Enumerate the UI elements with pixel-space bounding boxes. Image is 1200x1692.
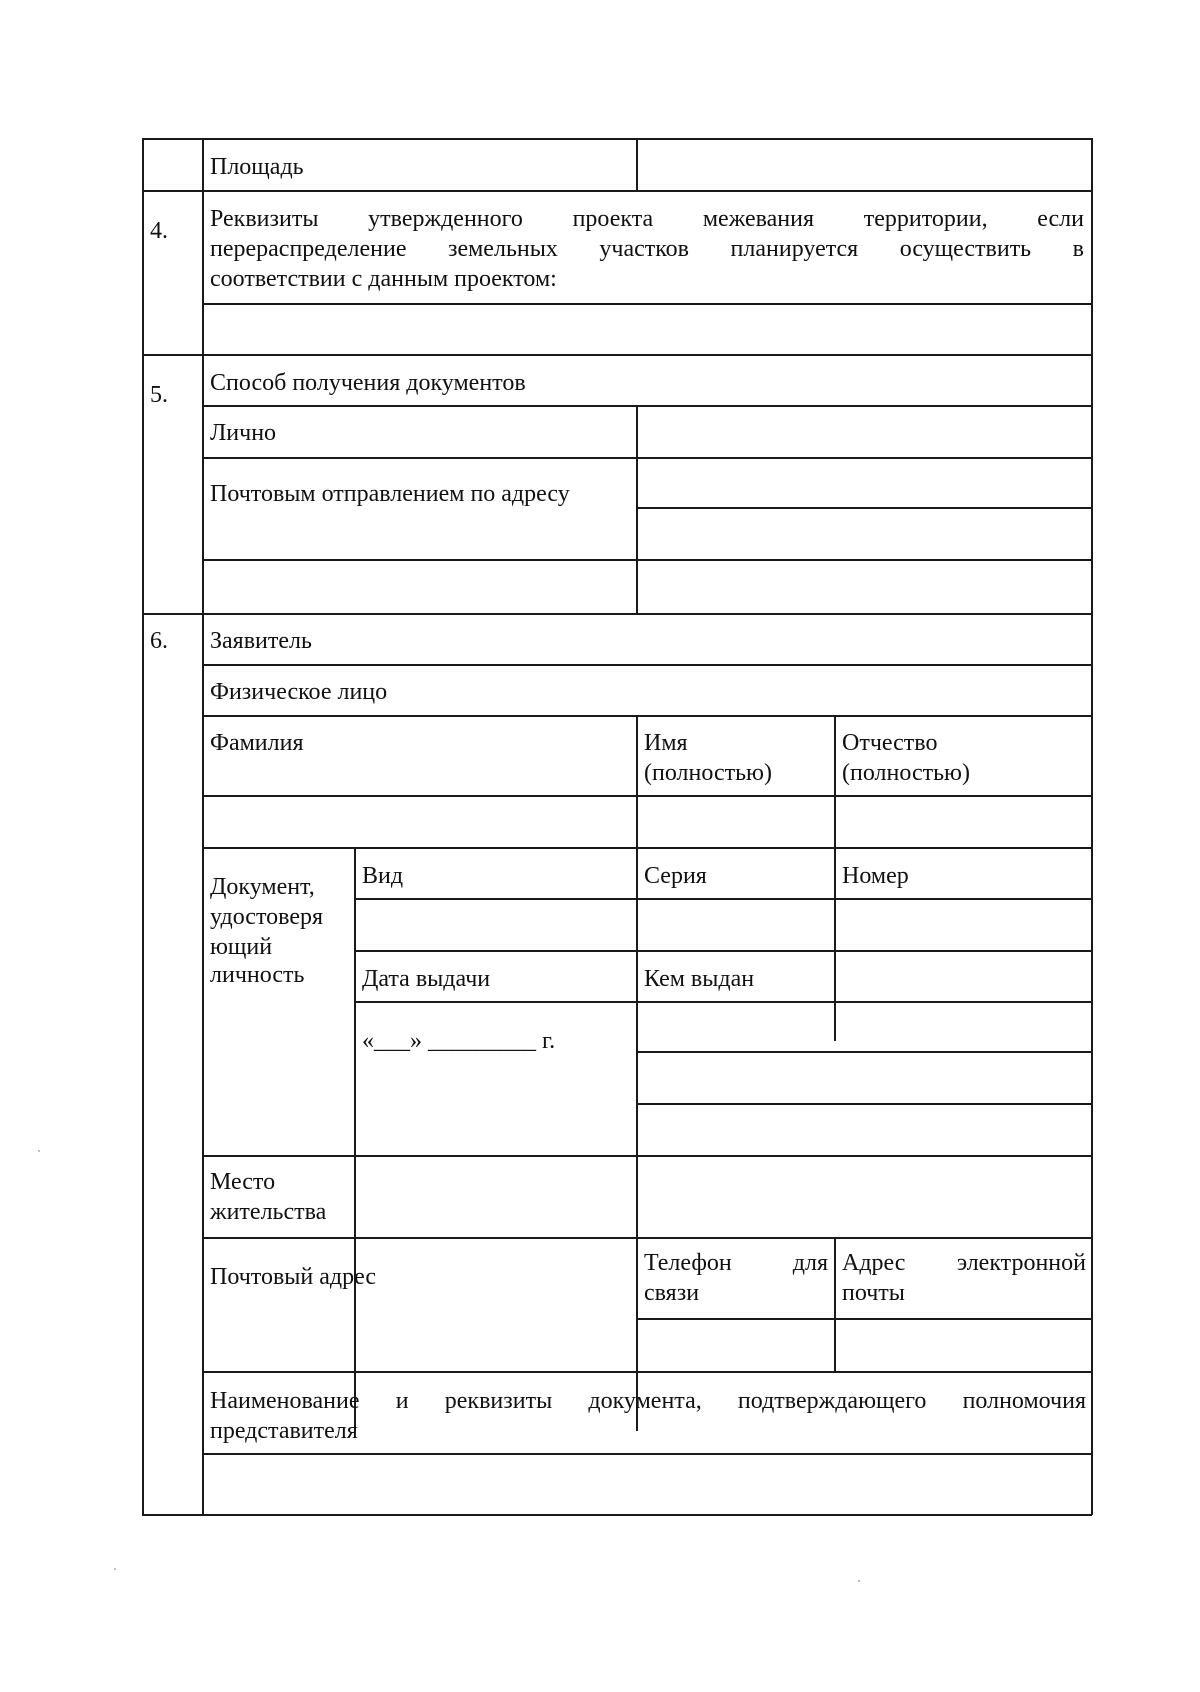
patronymic-field[interactable]: [836, 797, 1090, 845]
doc-series-label: Серия: [644, 863, 707, 889]
id-doc-label-line-1: Документ,: [210, 874, 315, 900]
section4-top-border: [142, 190, 1092, 192]
name-row-border: [202, 847, 1092, 849]
residence-label-line-1: Место: [210, 1169, 276, 1195]
table-border-left: [142, 138, 144, 1515]
delivery-personal-label: Лично: [210, 420, 277, 446]
delivery-post-field-2[interactable]: [638, 509, 1090, 559]
area-value-field[interactable]: [638, 140, 1090, 189]
delivery-post-label: Почтовым отправлением по адресу: [210, 481, 570, 507]
postal-address-field[interactable]: [204, 1239, 634, 1369]
issued-by-field-2[interactable]: [638, 1053, 1090, 1101]
doc-number-field[interactable]: [836, 900, 1090, 948]
doc-number-label: Номер: [842, 863, 909, 889]
postal-address-label: Почтовый адрес: [210, 1264, 377, 1290]
scan-speck: [114, 1568, 116, 1570]
phone-label-line-1: Телефон для: [644, 1250, 828, 1276]
application-form-table: [142, 138, 1092, 1515]
issue-date-template[interactable]: «___» _________ г.: [362, 1028, 556, 1054]
first-name-field[interactable]: [638, 797, 832, 845]
applicant-title: Заявитель: [210, 628, 312, 654]
section4-title-line-3: соответствии с данным проектом:: [210, 266, 557, 292]
residence-field[interactable]: [356, 1157, 1090, 1235]
scan-speck: [858, 1580, 860, 1582]
delivery-extra-label-field[interactable]: [204, 561, 634, 611]
table-border-bottom: [142, 1514, 1092, 1516]
section6-top-border: [142, 613, 1092, 615]
representative-doc-label-line-2: представителя: [210, 1418, 358, 1444]
phone-field[interactable]: [638, 1320, 832, 1369]
section4-title-line-1: Реквизиты утвержденного проекта межевания территории, если: [210, 206, 1084, 232]
surname-field[interactable]: [204, 797, 634, 845]
section4-title-line-2: перераспределение земельных участков планируется осуществить в: [210, 236, 1084, 262]
individual-border: [202, 715, 1092, 717]
project-details-field[interactable]: [204, 305, 1090, 353]
section5-number: 5.: [150, 382, 168, 408]
table-border-right: [1091, 138, 1093, 1515]
email-label-line-2: почты: [842, 1280, 905, 1306]
surname-label: Фамилия: [210, 730, 304, 756]
delivery-personal-field[interactable]: [638, 407, 1090, 457]
email-label-line-1: Адрес электронной: [842, 1250, 1086, 1276]
patronymic-label-line-2: (полностью): [842, 760, 970, 786]
issued-by-field-3[interactable]: [638, 1105, 1090, 1153]
issued-by-field-1[interactable]: [638, 1003, 1090, 1051]
residence-label-line-2: жительства: [210, 1199, 327, 1225]
section6-number: 6.: [150, 628, 168, 654]
representative-doc-label-line-1: Наименование и реквизиты документа, подтверждающего полномочия: [210, 1388, 1086, 1414]
id-doc-label-line-3: ющий: [210, 934, 273, 960]
applicant-title-border: [202, 664, 1092, 666]
section5-top-border: [142, 354, 1092, 356]
phone-label-line-2: связи: [644, 1280, 700, 1306]
section4-number: 4.: [150, 218, 168, 244]
scan-speck: [38, 1150, 40, 1152]
patronymic-label-line-1: Отчество: [842, 730, 938, 756]
issue-date-label: Дата выдачи: [362, 966, 491, 992]
id-doc-label-line-4: личность: [210, 962, 305, 988]
issued-by-label: Кем выдан: [644, 966, 755, 992]
doc-series-field[interactable]: [638, 900, 832, 948]
contact-bottom-border: [202, 1371, 1092, 1373]
name-divider-2: [834, 715, 836, 1041]
section5-title: Способ получения документов: [210, 370, 526, 396]
email-field[interactable]: [836, 1320, 1090, 1369]
doc-row-border: [354, 950, 1092, 952]
individual-label: Физическое лицо: [210, 679, 388, 705]
area-label: Площадь: [210, 154, 304, 180]
representative-doc-field[interactable]: [204, 1455, 1090, 1513]
id-doc-label-line-2: удостоверя: [210, 904, 324, 930]
first-name-label-line-1: Имя: [644, 730, 688, 756]
doc-type-field[interactable]: [356, 900, 634, 948]
delivery-extra-value-field[interactable]: [638, 561, 1090, 611]
doc-type-label: Вид: [362, 863, 404, 889]
delivery-post-field-1[interactable]: [638, 459, 1090, 507]
first-name-label-line-2: (полностью): [644, 760, 772, 786]
